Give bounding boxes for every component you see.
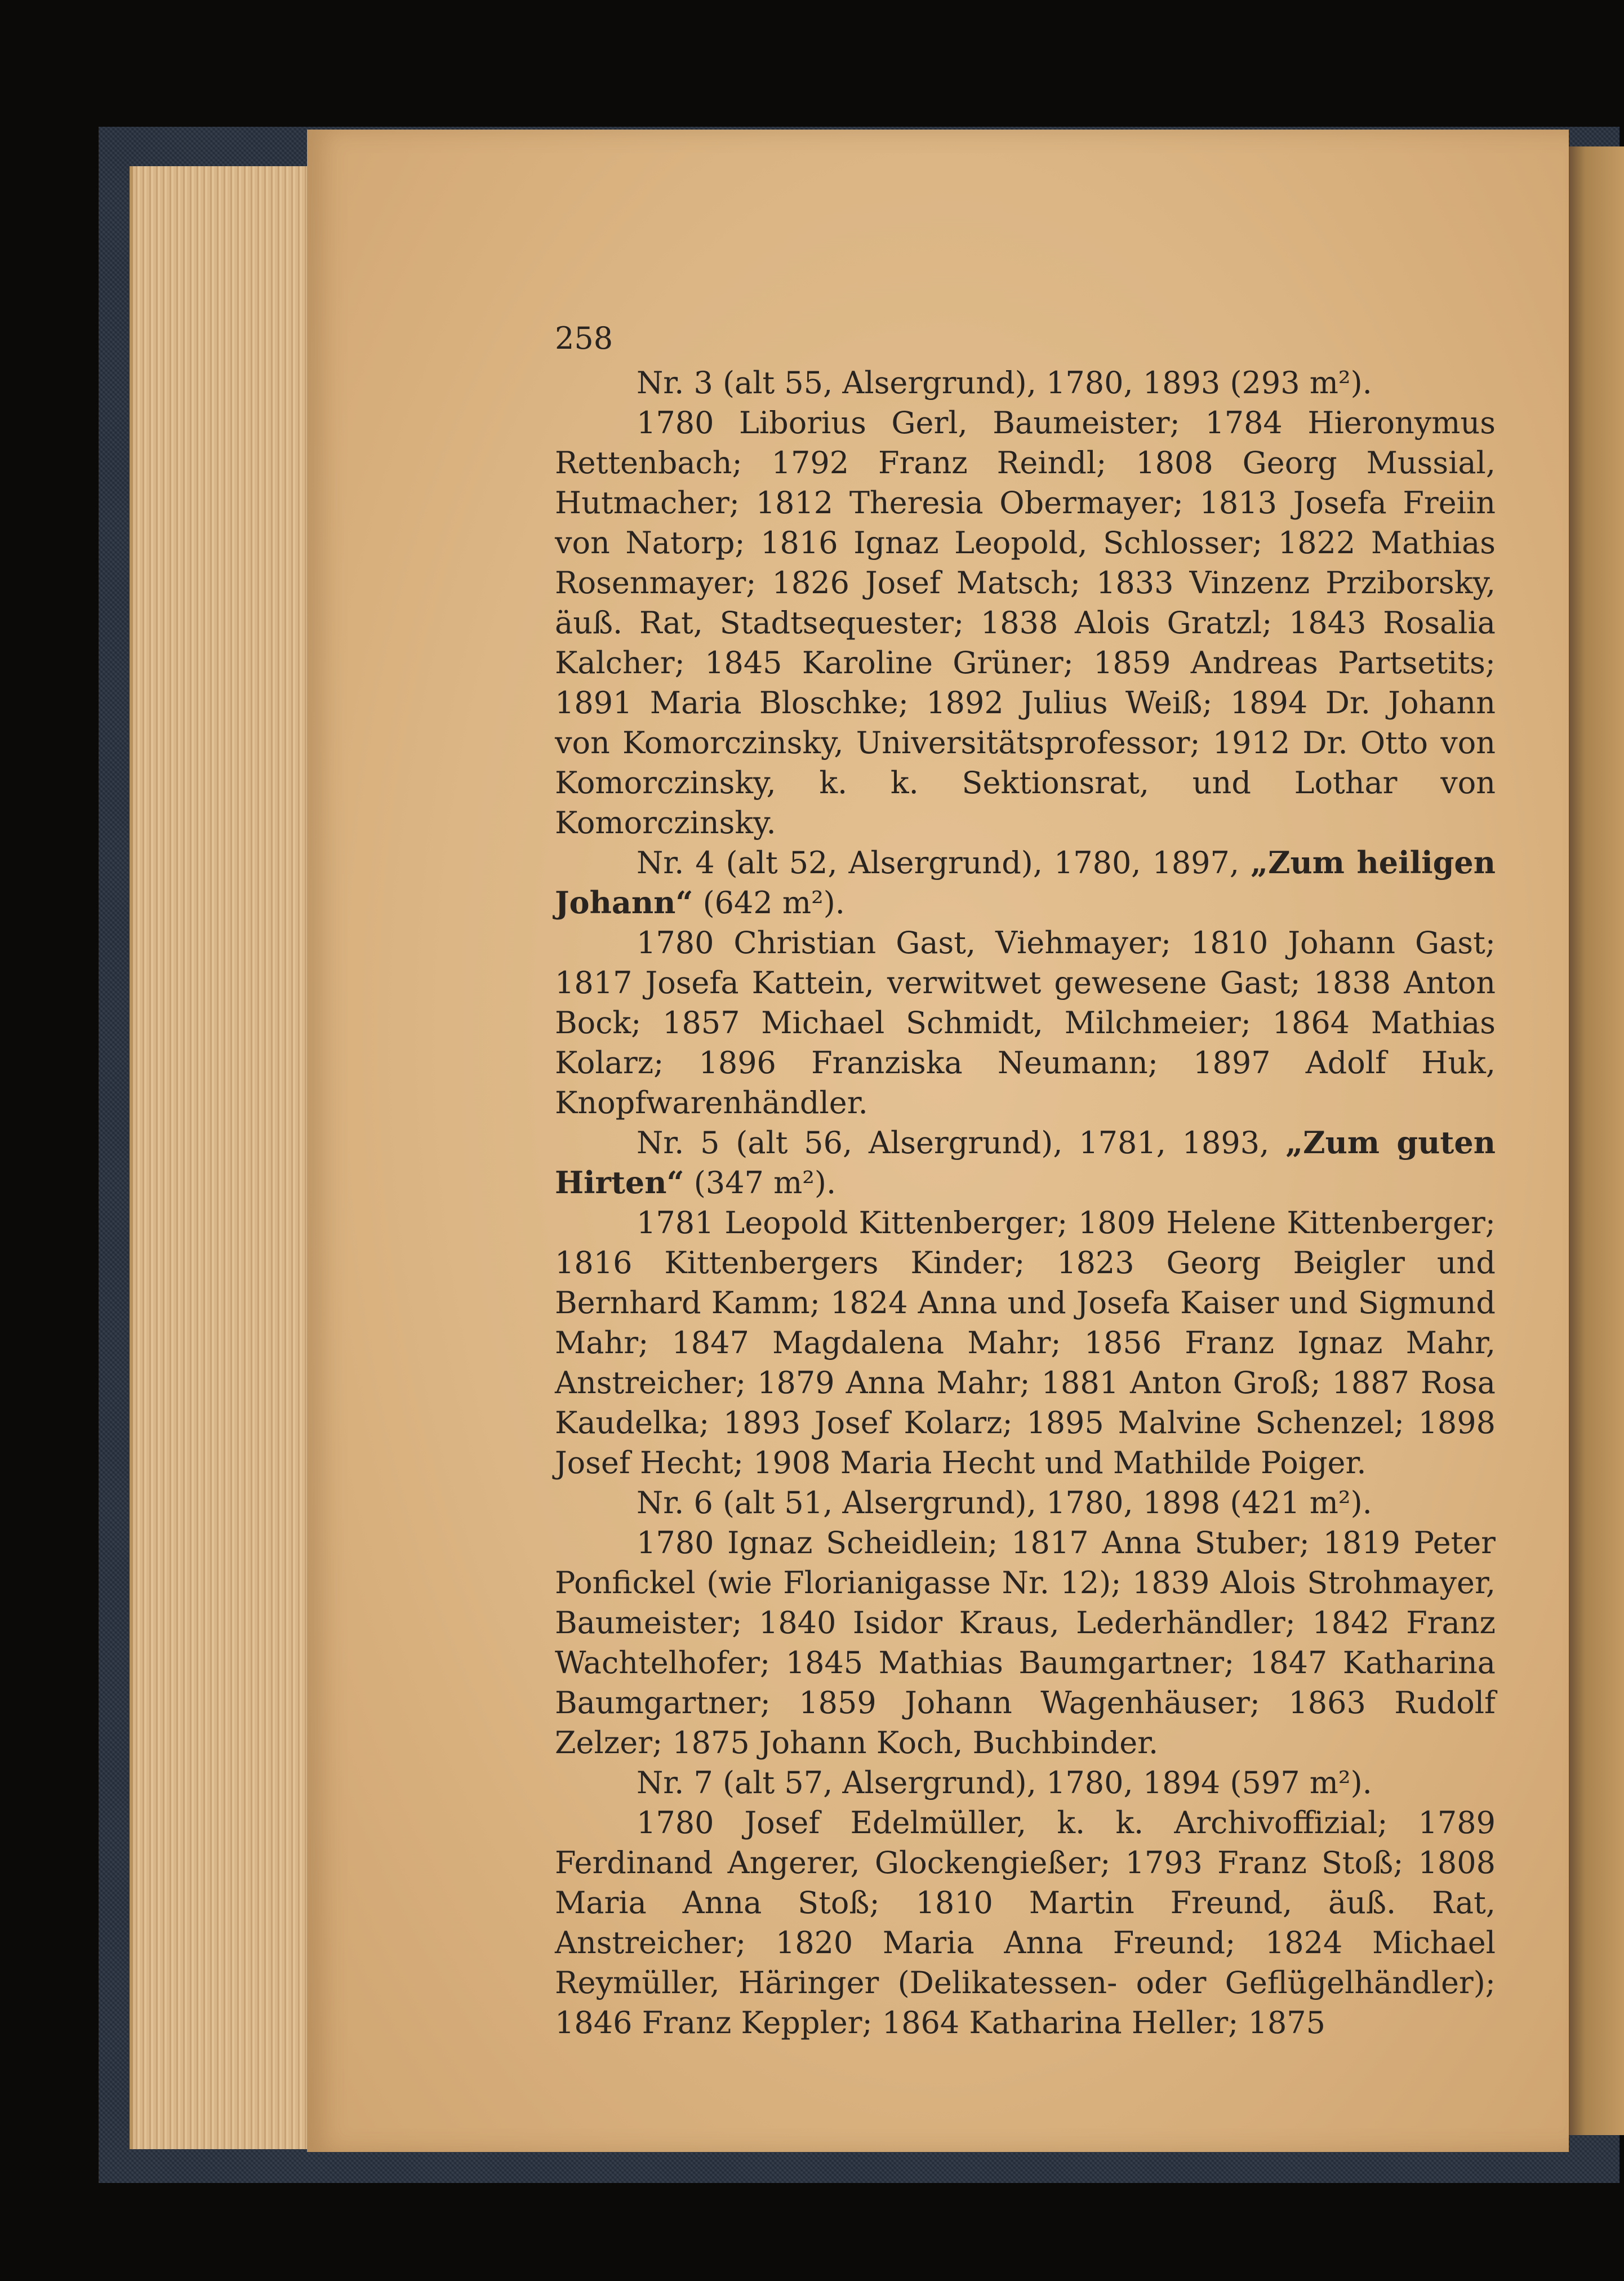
entry-heading-nr-4: [555, 843, 1496, 923]
entry-owners-nr-5: 1781 Leopold Kittenberger; 1809 Helene Kittenberger; 1816 Kittenbergers Kinder; 1823 Georg Beigler und Bernhard Kamm; 1824 Anna und Josefa Kaiser und Sigmund Mahr; 1847 Magdalena Mahr; 1856 Franz Ignaz Mahr, Anstreicher; 1879 Anna Mahr; 1881 Anton Groß; 1887 Rosa Kaudelka; 1893 Josef Kolarz; 1895 Malvine Schenzel; 1898 Josef Hecht; 1908 Maria Hecht und Mathilde Poiger.: [555, 1205, 1496, 1480]
house-name: „Zum heiligen Johann“: [555, 844, 1496, 921]
entry-heading-nr-5: [555, 1123, 1496, 1203]
heading-prefix: Nr. 5 (alt 56, Alsergrund), 1781, 1893,: [637, 1125, 1286, 1160]
entry-heading-nr-7: Nr. 7 (alt 57, Alsergrund), 1780, 1894 (597 m²).: [637, 1765, 1372, 1800]
entry-heading-nr-6: Nr. 6 (alt 51, Alsergrund), 1780, 1898 (421 m²).: [637, 1485, 1372, 1520]
entry-owners-nr-6: 1780 Ignaz Scheidlein; 1817 Anna Stuber; 1819 Peter Ponfickel (wie Florianigasse Nr. 12); 1839 Alois Strohmayer, Baumeister; 1840 Isidor Kraus, Lederhändler; 1842 Franz Wachtelhofer; 1845 Mathias Baumgartner; 1847 Katharina Baumgartner; 1859 Johann Wagenhäuser; 1863 Rudolf Zelzer; 1875 Johann Koch, Buchbinder.: [555, 1525, 1496, 1760]
entry-owners-nr-3: 1780 Liborius Gerl, Baumeister; 1784 Hieronymus Rettenbach; 1792 Franz Reindl; 1808 Georg Mussial, Hutmacher; 1812 Theresia Obermayer; 1813 Josefa Freiin von Natorp; 1816 Ignaz Leopold, Schlosser; 1822 Mathias Rosenmayer; 1826 Josef Matsch; 1833 Vinzenz Prziborsky, äuß. Rat, Stadtsequester; 1838 Alois Gratzl; 1843 Rosalia Kalcher; 1845 Karoline Grüner; 1859 Andreas Partsetits; 1891 Maria Bloschke; 1892 Julius Weiß; 1894 Dr. Johann von Komorczinsky, Universitätsprofessor; 1912 Dr. Otto von Komorczinsky, k. k. Sektionsrat, und Lothar von Komorczinsky.: [555, 405, 1496, 841]
entry-heading-nr-3: Nr. 3 (alt 55, Alsergrund), 1780, 1893 (293 m²).: [637, 365, 1372, 401]
page-text: [555, 318, 1496, 2043]
page-number: 258: [555, 321, 613, 356]
book-gutter: [1569, 146, 1624, 2135]
house-name: „Zum guten Hirten“: [555, 1124, 1496, 1200]
entry-owners-nr-4: 1780 Christian Gast, Viehmayer; 1810 Johann Gast; 1817 Josefa Kattein, verwitwet gewesene Gast; 1838 Anton Bock; 1857 Michael Schmidt, Milchmeier; 1864 Mathias Kolarz; 1896 Franziska Neumann; 1897 Adolf Huk, Knopfwarenhändler.: [555, 925, 1496, 1121]
heading-suffix: (642 m²).: [693, 885, 845, 921]
heading-suffix: (347 m²).: [684, 1165, 837, 1200]
entry-owners-nr-7: 1780 Josef Edelmüller, k. k. Archivoffizial; 1789 Ferdinand Angerer, Glockengießer; 1793 Franz Stoß; 1808 Maria Anna Stoß; 1810 Martin Freund, äuß. Rat, Anstreicher; 1820 Maria Anna Freund; 1824 Michael Reymüller, Häringer (Delikatessen- oder Geflügelhändler); 1846 Franz Keppler; 1864 Katharina Heller; 1875: [555, 1805, 1496, 2040]
heading-prefix: Nr. 4 (alt 52, Alsergrund), 1780, 1897,: [637, 845, 1251, 881]
